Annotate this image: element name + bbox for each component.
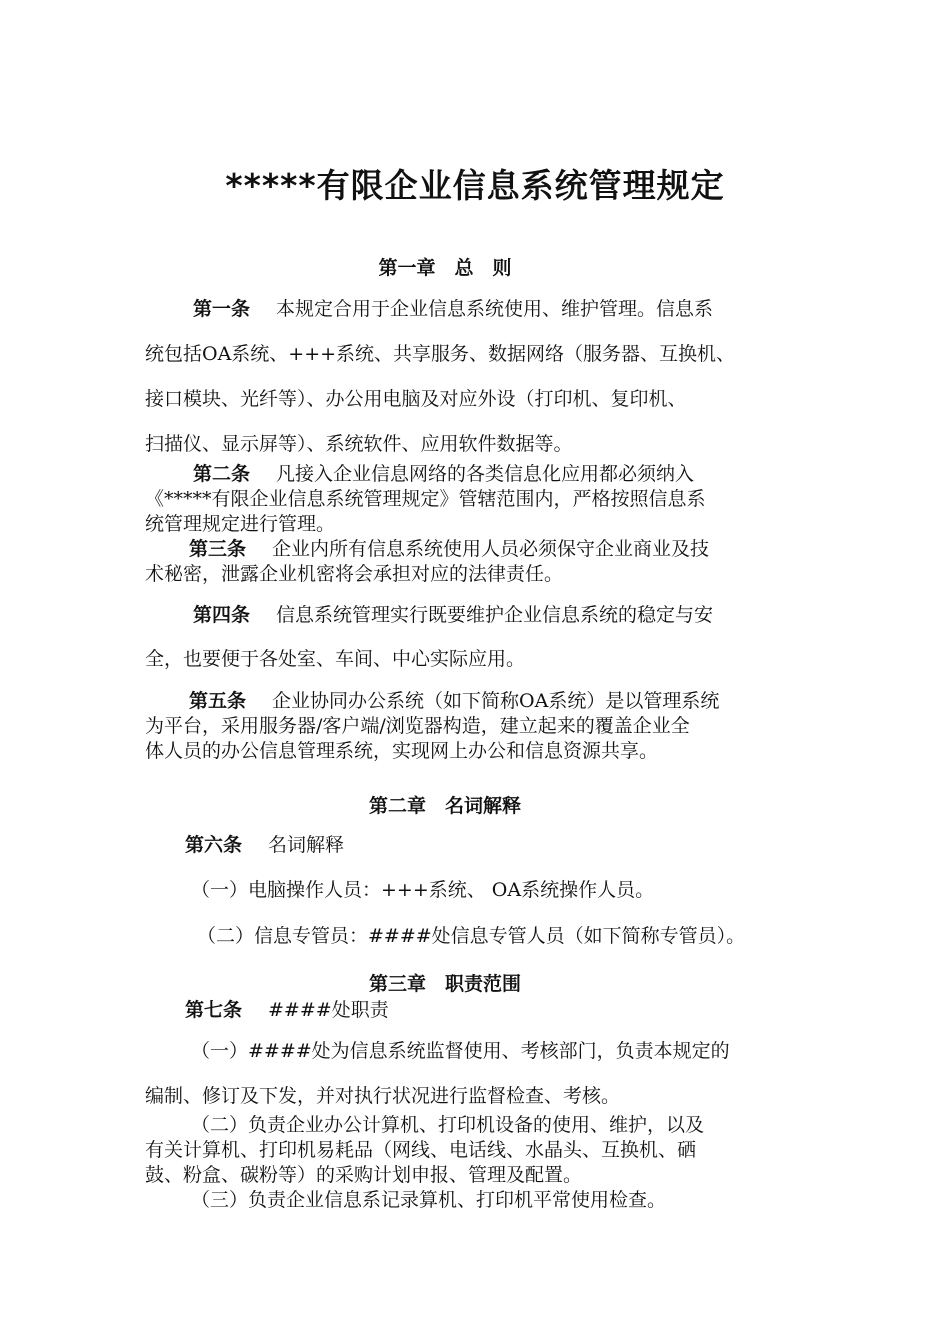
article-4-text: 信息系统管理实行既要维护企业信息系统的稳定与安 — [276, 604, 714, 626]
article-7-line-1 — [145, 998, 850, 1022]
article-1-text: 本规定合用于企业信息系统使用、维护管理。信息系 — [276, 298, 714, 320]
article-1-line-4: 扫描仪、显示屏等）、系统软件、应用软件数据等。 — [145, 433, 573, 455]
article-6-text: 名词解释 — [268, 834, 345, 856]
article-1-line-1 — [145, 297, 858, 321]
article-3-text: 企业内所有信息系统使用人员必须保守企业商业及技 — [272, 538, 710, 560]
article-2-line-3: 统管理规定进行管理。 — [145, 513, 336, 535]
article-5-text: 企业协同办公系统（如下简称OA系统）是以管理系统 — [272, 690, 720, 712]
article-7-line-3: 编制、修订及下发，并对执行状况进行监督检查、考核。 — [145, 1085, 621, 1107]
article-3-line-1 — [145, 537, 854, 561]
article-7-line-6: 鼓、粉盒、碳粉等）的采购计划申报、管理及配置。 — [145, 1164, 583, 1186]
article-7-line-4: （二）负责企业办公计算机、打印机设备的使用、维护，以及 — [191, 1114, 705, 1136]
article-7-line-2: （一）####处为信息系统监督使用、考核部门，负责本规定的 — [191, 1040, 730, 1062]
article-1-label: 第一条 — [193, 298, 251, 320]
document-title: *****有限企业信息系统管理规定 — [225, 166, 725, 205]
article-1-line-2: 统包括OA系统、+++系统、共享服务、数据网络（服务器、互换机、 — [145, 343, 736, 365]
article-4-label: 第四条 — [193, 604, 251, 626]
article-4-line-2: 全，也要便于各处室、车间、中心实际应用。 — [145, 648, 526, 670]
article-7-line-5: 有关计算机、打印机易耗品（网线、电话线、水晶头、互换机、硒 — [145, 1139, 697, 1161]
article-2-text: 凡接入企业信息网络的各类信息化应用都必须纳入 — [276, 463, 695, 485]
article-2-line-2: 《*****有限企业信息系统管理规定》管辖范围内，严格按照信息系 — [145, 488, 706, 510]
article-2-label: 第二条 — [193, 463, 251, 485]
chapter-2-heading: 第二章 名词解释 — [368, 795, 521, 817]
chapter-3-heading: 第三章 职责范围 — [368, 973, 521, 995]
article-6-label: 第六条 — [185, 834, 243, 856]
article-5-line-3: 体人员的办公信息管理系统，实现网上办公和信息资源共享。 — [145, 740, 659, 762]
article-1-line-3: 接口模块、光纤等）、办公用电脑及对应外设（打印机、复印机、 — [145, 388, 687, 410]
article-6-item-1: （一）电脑操作人员：+++系统、 OA系统操作人员。 — [191, 879, 655, 901]
article-3-line-2: 术秘密，泄露企业机密将会承担对应的法律责任。 — [145, 563, 564, 585]
article-7-line-7: （三）负责企业信息系记录算机、打印机平常使用检查。 — [191, 1189, 667, 1211]
article-3-label: 第三条 — [189, 538, 247, 560]
article-5-line-1 — [145, 689, 854, 713]
article-7-text: ####处职责 — [268, 999, 389, 1021]
article-5-line-2: 为平台，采用服务器/客户端/浏览器构造，建立起来的覆盖企业全 — [145, 715, 690, 737]
article-6-line-1 — [145, 833, 850, 857]
chapter-1-heading: 第一章 总 则 — [378, 257, 512, 279]
article-5-label: 第五条 — [189, 690, 247, 712]
article-4-line-1 — [145, 603, 858, 627]
article-7-label: 第七条 — [185, 999, 243, 1021]
article-6-item-2: （二）信息专管员：####处信息专管人员（如下简称专管员）。 — [197, 925, 746, 947]
article-2-line-1 — [145, 462, 858, 486]
